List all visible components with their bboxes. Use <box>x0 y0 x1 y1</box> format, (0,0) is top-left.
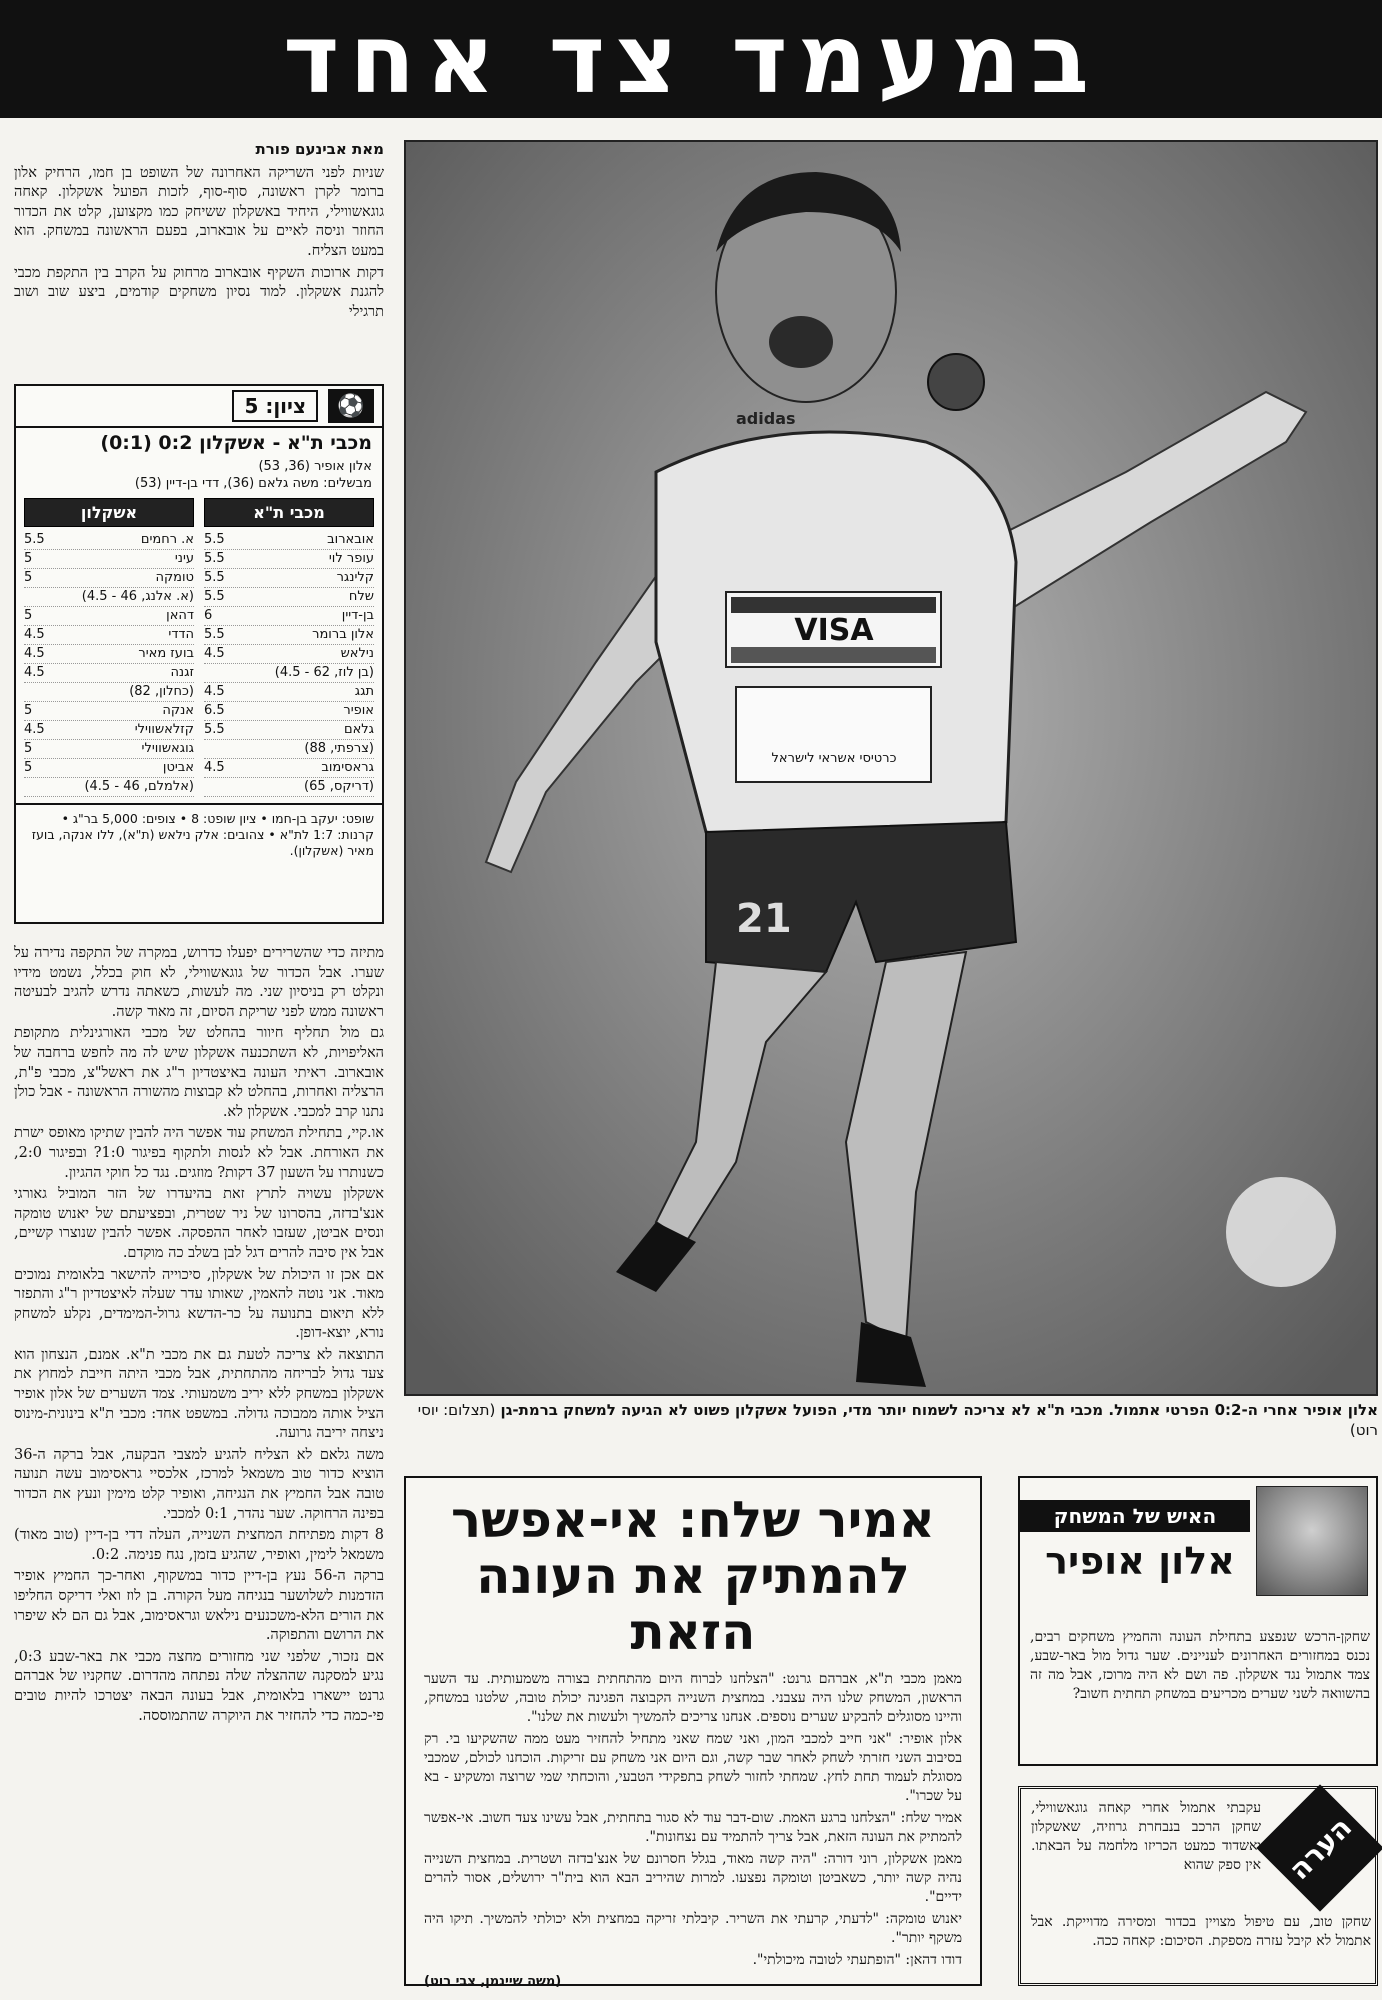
intro-article <box>14 140 384 324</box>
player-grade: 4.5 <box>204 760 225 775</box>
player-name: הדדי <box>168 627 194 642</box>
quotes-box <box>404 1476 982 1989</box>
player-row <box>204 778 374 797</box>
player-row <box>24 778 194 797</box>
section-masthead: במעמד צד אחד <box>0 0 1382 118</box>
player-row <box>24 607 194 626</box>
player-name: בועז מאיר <box>138 646 194 661</box>
note-box <box>1018 1786 1378 1986</box>
team-a-name: מכבי ת"א <box>204 498 374 527</box>
article-paragraph: מתיזה כדי שהשרירים יפעלו כדרוש, במקרה של התקפה נדירה על שערו. אבל הכדור של גוגאשווילי, לא חוק בכלל, נשמט מידיו ונקלט רק בניסיון שני. מה לעשות, כשאתה נדרש להגיב לבעיטה ראשונה ממש לפני שריקת הסיום, זה מאוד קשה. <box>14 945 384 1020</box>
quote-paragraph: דודו דהאן: "הופתעתי לטובה מיכולתי". <box>752 1952 962 1968</box>
player-name: אנקה <box>162 703 194 718</box>
caption-text: אלון אופיר אחרי ה-0:2 הפרטי אתמול. מכבי ת"א לא צריכה לשמוח יותר מדי, הפועל אשקלון פשוט לא הגיעה למשחק ברמת-גן <box>500 1401 1378 1419</box>
player-name: (אלמלם, 46 - 4.5) <box>84 779 194 794</box>
player-name: גראסימוב <box>321 760 374 775</box>
player-celebration-illustration <box>406 142 1378 1396</box>
note-text: עקבתי אתמול אחרי קאחה גוגאשווילי, שחקן הרכב בנבחרת גרוזיה, שאשקלון ואשדוד כמעט הכריזו מלחמה על הבאתו. אין ספק שהוא <box>1031 1800 1261 1873</box>
player-name: (כחלון, 82) <box>129 684 194 699</box>
score-box <box>14 384 384 924</box>
player-name: טומקה <box>155 570 194 585</box>
lineups <box>16 492 382 797</box>
player-row <box>204 740 374 759</box>
team-b-name: אשקלון <box>24 498 194 527</box>
player-name: אובארוב <box>327 532 374 547</box>
player-grade: 4.5 <box>204 684 225 699</box>
player-name: גלאם <box>343 722 374 737</box>
article-paragraph: או.קיי, בתחילת המשחק עוד אפשר היה להבין שתיקו מאופס ישרת את האורחת. אבל לא לנסות ולתקוף בפיגור 1:0? ובפיגור 2:0, כשנותרו על השעון 37 דקות? מוזגים. נגד כל חוקי ההגיון. <box>14 1125 384 1181</box>
player-grade: 5 <box>24 570 33 585</box>
player-row <box>24 588 194 607</box>
match-grade: ציון: 5 <box>232 390 318 422</box>
player-row <box>204 645 374 664</box>
player-name: זגנה <box>170 665 194 680</box>
player-row <box>204 626 374 645</box>
man-of-match-box <box>1018 1476 1378 1766</box>
player-row <box>24 645 194 664</box>
player-row <box>204 588 374 607</box>
player-name: אביטן <box>162 760 194 775</box>
player-name: (צרפתי, 88) <box>304 741 374 756</box>
main-photo <box>404 140 1378 1396</box>
quote-paragraph: מאמן אשקלון, רוני דורה: "היה קשה מאוד, בגלל חסרונם של אנצ'בדזה ושטרית. במחצית השנייה נהיה קשה יותר, כשאביטן וטומקה נפצעו. למרות שהיריב הבא הוא בית"ר ירושלים, אסור להרים ידיים". <box>424 1851 962 1905</box>
player-grade: 5.5 <box>204 570 225 585</box>
player-grade: 5.5 <box>24 532 45 547</box>
player-row <box>204 759 374 778</box>
player-name: גוגאשווילי <box>141 741 194 756</box>
player-row <box>24 550 194 569</box>
player-grade: 4.5 <box>204 646 225 661</box>
player-grade: 5 <box>24 703 33 718</box>
player-row <box>204 683 374 702</box>
player-row <box>24 721 194 740</box>
player-name: (א. אלנג, 46 - 4.5) <box>81 589 194 604</box>
team-a-lineup <box>204 498 374 797</box>
photo-credit: (תצלום: יוסי רוט) <box>417 1401 1378 1439</box>
quotes-headline: אמיר שלח: אי-אפשר להמתיק את העונה הזאת <box>451 1491 935 1661</box>
player-name: שלח <box>348 589 374 604</box>
player-name: קלינגר <box>336 570 374 585</box>
player-row <box>204 702 374 721</box>
player-row <box>204 607 374 626</box>
player-row <box>24 702 194 721</box>
player-grade: 5 <box>24 760 33 775</box>
shirt-brand: adidas <box>736 409 796 428</box>
shirt-text: כרטיסי אשראי לישראל <box>771 751 897 766</box>
player-grade: 4.5 <box>24 722 45 737</box>
player-portrait <box>1256 1486 1368 1596</box>
player-name: אופיר <box>343 703 374 718</box>
article-paragraph: אשקלון עשויה לתרץ זאת בהיעדרו של הזר המוביל גאורגי אנצ'בדזה, בהסרונו של ניר שטרית, ובפציעתם של יאנוש טומקה ונסים אביטן, שעזבו לאחר ההפסקה. אפשר להבין שנוצרו קשיים, אבל אין סיבה להרים דגל לבן בשלב כה מוקדם. <box>14 1186 384 1261</box>
article-paragraph: התוצאה לא צריכה לטעת גם את מכבי ת"א. אמנם, הנצחון הוא צעד גדול לבריחה מהתחתית, אבל מכבי היתה חייבת למחוץ את אשקלון במשחק ללא יריב משמעותי. צמד השערים של אלון אופיר הציל אותה ממבוכה גדולה. במשפט אחד: מכבי ת"א בינונית-מינוס ניצחה יריבה גרועה. <box>14 1346 384 1442</box>
quote-paragraph: אלון אופיר: "אני חייב למכבי המון, ואני שמח שאני מתחיל להחזיר מעט ממה שהשקיעו בי. רק בסיבוב השני חזרתי לשחק לאחר שבר קשה, וגם היום אני משחק עם זריקות. הוכחנו לכולם, שמכבי מסוגלת לעמוד תחת לחץ. שמחתי לחזור לשחק בתפקידי הטבעי, והוכחתי שמי שרוצה ומשקיע - בא על שכרו". <box>424 1731 962 1804</box>
player-name: דהאן <box>166 608 194 623</box>
article-paragraph: ברקה ה-56 נעץ בן-דיין כדור במשקוף, ואחר-כך החמיץ אופיר הזדמנות לשלושער בנגיחה מעל הקורה. בן לוז ואלי דריקס החליפו את הורים הלא-משכנעים נילאש וגראסימוב, אבל גם הם לא שיפרו את הרושם והתפוקה. <box>14 1568 384 1644</box>
article-paragraph: אם נזכור, שלפני שני מחזורים מחצה מכבי את באר-שבע 0:3, נגיע למסקנה שההצלה שלה נפתחה מהדרום. שחקניו של אברהם גרנט יישארו בלאומית, אבל בעונה הבאה יצטרכו להיות טובים פי-כמה כדי להחזיר את היוקרה שהתמוססה. <box>14 1648 384 1724</box>
score-box-header <box>16 386 382 426</box>
player-name: קזלאשווילי <box>134 722 194 737</box>
player-name: (בן לוז, 62 - 4.5) <box>274 665 374 680</box>
player-row <box>24 626 194 645</box>
shirt-number: 21 <box>736 896 792 942</box>
match-title: מכבי ת"א - אשקלון 0:2 (0:1) <box>16 426 382 458</box>
player-row <box>24 531 194 550</box>
player-grade: 5.5 <box>204 532 225 547</box>
player-name: בן-דיין <box>341 608 374 623</box>
player-row <box>204 721 374 740</box>
quote-paragraph: אמיר שלח: "הצלחנו ברגע האמת. שום-דבר עוד לא סגור בתחתית, אבל עשינו צעד חשוב. אי-אפשר להמתיק את העונה הזאת, אבל צריך להתמיד עם נצחונות". <box>424 1810 962 1845</box>
club-crest-icon <box>928 354 984 410</box>
player-name: עופר לוי <box>328 551 374 566</box>
photo-caption <box>404 1400 1378 1440</box>
man-of-match-name: אלון אופיר <box>1045 1539 1235 1583</box>
main-article <box>14 944 384 1994</box>
match-details: שופט: יעקב בן-חמו • ציון שופט: 8 • צופים: 5,000 בר"ג • קרנות: 1:7 לת"א • צהובים: אלק נילאש (ת"א), ללו אנקה, בועז מאיר (אשקלון). <box>16 803 382 865</box>
player-grade: 5.5 <box>204 551 225 566</box>
article-paragraph: גם מול תחליף חיוור בהחלט של מכבי האורגינלית מתקופת האליפויות, לא השתכנעה אשקלון שיש לה מה לחפש ברחבה של אובארוב. ראיתי העונה באיצטדיון ר"ג את ראשל"צ, מכבי פ"ת, הרצליה ואחרות, בהחלט לא קבוצות מהשורה הראשונה - אבל כולן נתנו קרב למכבי. אשקלון לא. <box>14 1025 384 1120</box>
article-paragraph: אם אכן זו היכולת של אשקלון, סיכוייה להישאר בלאומית נמוכים מאוד. אני נוטה להאמין, שאותו עדר שעלה לאיצטדיון ר"ג והתפזר ללא תיאום בתנועה על כר-הדשא גרול-המימדים, נקלע למשחק נורא, יוצא-דופן. <box>14 1266 384 1342</box>
match-scorers: אלון אופיר (36, 53) <box>258 459 372 474</box>
match-assists: מבשלים: משה גלאם (36), דדי בן-דיין (53) <box>134 476 372 491</box>
man-of-match-label: האיש של המשחק <box>1020 1500 1250 1532</box>
player-grade: 5 <box>24 608 33 623</box>
player-name: א. רחמים <box>140 532 194 547</box>
player-row <box>24 569 194 588</box>
intro-paragraph: דקות ארוכות השקיף אובארוב מרחוק על הקרב בין התקפת מכבי להגנת אשקלון. למוד נסיון משחקים קודמים, ביצע שוב ושוב תרגילי <box>14 264 384 320</box>
player-name: עיני <box>174 551 194 566</box>
player-row <box>204 664 374 683</box>
quotes-body <box>424 1670 962 1970</box>
player-grade: 5 <box>24 551 33 566</box>
quotes-signature: (משה שיינמן, צבי רוט) <box>424 1974 562 1989</box>
man-of-match-text: שחקן-הרכש שנפצע בתחילת העונה והחמיץ משחקים רבים, נכנס במחזורים האחרונים לעניינים. שער גדול מול באר-שבע, צמד אתמול נגד אשקלון. פה ושם לא היה מרוכז, אבל מה זה בהשוואה לשני שערים מכריעים במשחק תחתית חשוב? <box>1030 1629 1370 1702</box>
player-row <box>204 550 374 569</box>
player-grade: 5.5 <box>204 627 225 642</box>
byline: מאת אבינעם פורת <box>255 140 384 158</box>
player-row <box>24 664 194 683</box>
player-grade: 5.5 <box>204 589 225 604</box>
player-grade: 6 <box>204 608 213 623</box>
article-paragraph: משה גלאם לא הצליח להגיע למצבי הבקעה, אבל ברקה ה-36 הוציא כדור טוב משמאל למרכז, אלכסיי גראסימוב עשה תנועה טובה אבל החמיץ את הנגיחה, ואופיר קלט מימין ונעץ את הכדור בפינה הרחוקה. שער נהדר, 0:1 למכבי. <box>14 1446 384 1522</box>
player-row <box>204 531 374 550</box>
player-grade: 4.5 <box>24 646 45 661</box>
note-text-continued: שחקן טוב, עם טיפול מצויין בכדור ומסירה מדוייקת. אבל אתמול לא קיבל עזרה מספקת. הסיכום: קאחה ככה. <box>1031 1914 1371 1949</box>
player-grade: 6.5 <box>204 703 225 718</box>
quote-paragraph: מאמן מכבי ת"א, אברהם גרנט: "הצלחנו לברוח היום מהתחתית בצורה משמעותית. עד השער הראשון, המשחק שלנו היה עצבני. במחצית השנייה הקבוצה הפגינה יכולת טובה, שלטנו במשחק, והיינו מסוגלים להבקיע שערים נוספים. אנחנו צריכים להמשיך ולעשות את שלנו". <box>424 1671 962 1725</box>
article-paragraph: 8 דקות מפתיחת המחצית השנייה, העלה דדי בן-דיין (טוב מאוד) משמאל לימין, ואופיר, שהגיע בזמן, נגח פנימה. 0:2. <box>14 1527 384 1563</box>
player-grade: 4.5 <box>24 665 45 680</box>
player-row <box>204 569 374 588</box>
player-grade: 4.5 <box>24 627 45 642</box>
player-grade: 5 <box>24 741 33 756</box>
player-name: (דריקס, 65) <box>304 779 374 794</box>
team-b-lineup <box>24 498 194 797</box>
quote-paragraph: יאנוש טומקה: "לדעתי, קרעתי את השריר. קיבלתי זריקה במחצית ולא יכולתי להמשיך. תיקו היה משקף יותר". <box>424 1911 962 1946</box>
player-row <box>24 683 194 702</box>
note-tag: הערה <box>1256 1784 1382 1911</box>
player-name: תגג <box>354 684 374 699</box>
player-grade: 5.5 <box>204 722 225 737</box>
player-name: אלון ברומר <box>312 627 374 642</box>
player-name: נילאש <box>340 646 374 661</box>
whistle-icon: ⚽ <box>328 389 374 423</box>
player-row <box>24 740 194 759</box>
shirt-sponsor: VISA <box>794 613 874 648</box>
player-row <box>24 759 194 778</box>
intro-paragraph: שניות לפני השריקה האחרונה של השופט בן חמו, הרחיק אלון ברומר לקרן ראשונה, סוף-סוף, לזכות הפועל אשקלון. קאחה גוגאשווילי, היחיד באשקלון ששיחק כמו מקצוען, קלט את הכדור החוזר וניסה לאיים על אובארוב, בפעם הראשונה במשחק. הוא במעט הצליח. <box>14 164 384 259</box>
